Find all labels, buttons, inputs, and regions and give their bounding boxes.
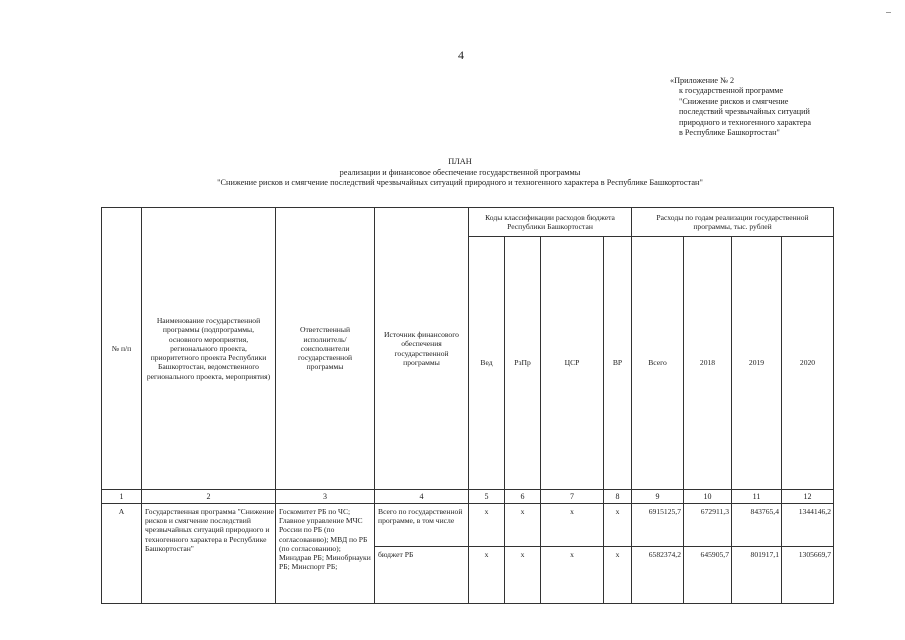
header-rzpr: РзПр — [505, 237, 541, 490]
row-ved: x — [469, 547, 505, 604]
row-2020: 1305669,7 — [782, 547, 834, 604]
header-expenses-group: Расходы по годам реализации государственной программы, тыс. рублей — [632, 208, 834, 237]
header-codes-group: Коды классификации расходов бюджета Республики Башкортостан — [469, 208, 632, 237]
title-line-2: реализации и финансовое обеспечение государственной программы — [339, 167, 581, 177]
col-number: 4 — [375, 490, 469, 504]
row-csr: x — [541, 547, 604, 604]
row-num: А — [102, 504, 142, 604]
row-2019: 801917,1 — [732, 547, 782, 604]
header-source: Источник финансового обеспечения государственной программы — [375, 208, 469, 490]
row-name: Государственная программа "Снижение рисков и смягчение последствий чрезвычайных ситуаций природного и техногенного характера в Республике Башкортостан" — [142, 504, 276, 604]
row-responsible: Госкомитет РБ по ЧС; Главное управление МЧС России по РБ (по согласованию); МВД по РБ (по согласованию); Минздрав РБ; Минобрнауки РБ; Минспорт РБ; — [276, 504, 375, 604]
col-number: 7 — [541, 490, 604, 504]
header-responsible: Ответственный исполнитель/ соисполнители государственной программы — [276, 208, 375, 490]
col-number: 3 — [276, 490, 375, 504]
row-2020: 1344146,2 — [782, 504, 834, 547]
title-line-3: "Снижение рисков и смягчение последствий чрезвычайных ситуаций природного и техногенного характера в Республике Башкортостан" — [217, 178, 703, 188]
row-total: 6915125,7 — [632, 504, 684, 547]
row-ved: x — [469, 504, 505, 547]
header-2018: 2018 — [684, 237, 732, 490]
header-csr: ЦСР — [541, 237, 604, 490]
row-csr: x — [541, 504, 604, 547]
annex-line: природного и техногенного характера — [679, 117, 812, 127]
row-rzpr: x — [505, 547, 541, 604]
plan-table — [101, 207, 834, 604]
row-total: 6582374,2 — [632, 547, 684, 604]
page-number: 4 — [458, 48, 464, 62]
row-2018: 645905,7 — [684, 547, 732, 604]
annex-line: «Приложение № 2 — [670, 76, 735, 85]
row-vr: x — [604, 504, 632, 547]
title-line-1: ПЛАН — [448, 157, 472, 166]
col-number: 10 — [684, 490, 732, 504]
col-number: 11 — [732, 490, 782, 504]
row-2019: 843765,4 — [732, 504, 782, 547]
document-title — [150, 157, 770, 189]
col-number: 1 — [102, 490, 142, 504]
annex-note — [670, 76, 811, 138]
row-vr: x — [604, 547, 632, 604]
scan-mark — [886, 12, 891, 13]
row-source: Всего по государственной программе, в том числе — [375, 504, 469, 547]
annex-line: в Республике Башкортостан" — [679, 128, 780, 138]
col-number: 9 — [632, 490, 684, 504]
row-source: бюджет РБ — [375, 547, 469, 604]
col-number: 8 — [604, 490, 632, 504]
header-ved: Вед — [469, 237, 505, 490]
annex-line: последствий чрезвычайных ситуаций — [679, 107, 810, 117]
annex-line: к государственной программе — [679, 86, 784, 96]
header-vr: ВР — [604, 237, 632, 490]
col-number: 6 — [505, 490, 541, 504]
header-2019: 2019 — [732, 237, 782, 490]
header-num: № п/п — [102, 208, 142, 490]
annex-line: "Снижение рисков и смягчение — [679, 96, 789, 106]
col-number: 12 — [782, 490, 834, 504]
header-2020: 2020 — [782, 237, 834, 490]
header-name: Наименование государственной программы (подпрограммы, основного мероприятия, регионального проекта, приоритетного проекта Республики Башкортостан, ведомственного регионального проекта, мероприятия) — [142, 208, 276, 490]
header-total: Всего — [632, 237, 684, 490]
col-number: 5 — [469, 490, 505, 504]
col-number: 2 — [142, 490, 276, 504]
row-rzpr: x — [505, 504, 541, 547]
row-2018: 672911,3 — [684, 504, 732, 547]
